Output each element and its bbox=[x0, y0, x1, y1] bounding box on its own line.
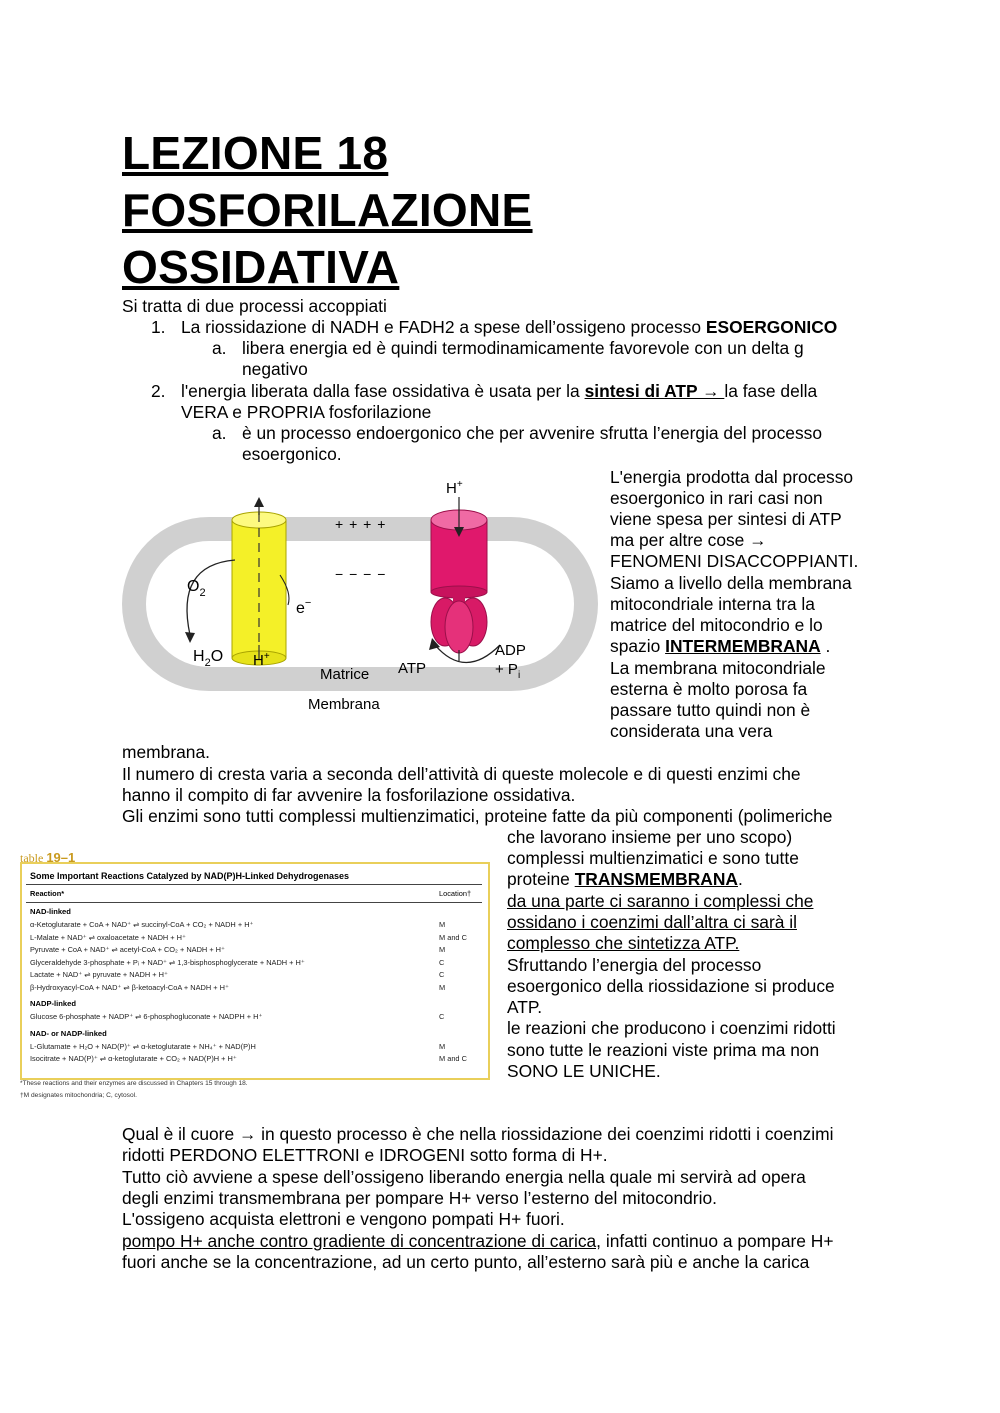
table-row-location: M bbox=[439, 983, 446, 992]
positive-charges: + + + + bbox=[335, 516, 387, 532]
para-2-line-7: fuori anche se la concentrazione, ad un certo punto, all’esterno sarà più e anche la carica bbox=[122, 1252, 810, 1272]
para-1-line-4: Gli enzimi sono tutti complessi multienzimatici, proteine fatte da più componenti (polimeriche bbox=[122, 806, 833, 826]
table-row: L-Glutamate + H₂O + NAD(P)⁺ ⇌ α-ketoglutarate + NH₄⁺ + NAD(P)H bbox=[30, 1042, 256, 1051]
adp-label: ADP bbox=[495, 642, 526, 659]
intermembrana-bold: INTERMEMBRANA bbox=[665, 636, 821, 656]
atp-label: ATP bbox=[398, 660, 427, 677]
side-text-1-line-2: esoergonico in rari casi non bbox=[610, 488, 823, 508]
electron-transport-complex bbox=[232, 497, 286, 665]
matrice-label: Matrice bbox=[320, 666, 370, 683]
side-text-1-line-10: La membrana mitocondriale bbox=[610, 658, 826, 678]
side-text-1-line-9: spazio INTERMEMBRANA . bbox=[610, 636, 831, 656]
table-row-location: C bbox=[439, 958, 445, 967]
table-row-location: C bbox=[439, 1012, 445, 1021]
list-item-2a-line-2: esoergonico. bbox=[242, 444, 342, 464]
side-text-2-line-7: Sfruttando l’energia del processo bbox=[507, 955, 762, 975]
list-item-2a-line-1: è un processo endoergonico che per avvenire sfrutta l’energia del processo bbox=[242, 423, 823, 443]
para-2-line-1: Qual è il cuore → in questo processo è che nella riossidazione dei coenzimi ridotti i coenzimi bbox=[122, 1124, 834, 1144]
table-row: β-Hydroxyacyl-CoA + NAD⁺ ⇌ β-ketoacyl-CoA + NADH + H⁺ bbox=[30, 983, 229, 992]
sintesi-atp-bold: sintesi di ATP → bbox=[584, 381, 725, 401]
table-row: Glucose 6-phosphate + NADP⁺ ⇌ 6-phosphogluconate + NADPH + H⁺ bbox=[30, 1012, 263, 1021]
table-header-reaction: Reaction* bbox=[30, 889, 65, 898]
table-row-location: M bbox=[439, 1042, 446, 1051]
pi-label: + $P_i$ bbox=[495, 661, 521, 681]
list-item-2a-letter: a. bbox=[212, 423, 227, 443]
hplus-label-top: H+ bbox=[446, 479, 463, 497]
side-text-2-line-8: esoergonico della riossidazione si produce bbox=[507, 976, 835, 996]
side-text-2-line-2: complessi multienzimatici e sono tutte bbox=[507, 848, 799, 868]
table-row-location: M bbox=[439, 920, 446, 929]
para-1-line-3: hanno il compito di far avvenire la fosforilazione ossidativa. bbox=[122, 785, 576, 805]
esoergonico-bold: ESOERGONICO bbox=[705, 317, 838, 337]
h2o-label: $H_2O$ bbox=[193, 648, 224, 669]
table-label: table 19–1 bbox=[20, 850, 76, 865]
side-text-1-line-4: ma per altre cose → bbox=[610, 530, 767, 550]
hplus-label-left: H+ bbox=[253, 651, 270, 669]
electron-label: e− bbox=[296, 597, 312, 617]
table-row-location: M bbox=[439, 945, 446, 954]
reactions-table-figure bbox=[20, 850, 495, 1100]
intro-text: Si tratta di due processi accoppiati bbox=[122, 296, 387, 316]
table-footnote-2: †M designates mitochondria; C, cytosol. bbox=[20, 1092, 137, 1099]
title-line-1: LEZIONE 18 bbox=[122, 127, 389, 179]
table-section-nad-or-nadp: NAD- or NADP-linked bbox=[30, 1029, 107, 1038]
side-text-1-line-7: mitocondriale interna tra la bbox=[610, 594, 815, 614]
o2-label: $O_2$ bbox=[187, 578, 206, 599]
side-text-1-line-11: esterna è molto porosa fa bbox=[610, 679, 808, 699]
table-row-location: M and C bbox=[439, 1054, 467, 1063]
table-row: Pyruvate + CoA + NAD⁺ ⇌ acetyl-CoA + CO₂ + NADH + H⁺ bbox=[30, 945, 225, 954]
table-row: Lactate + NAD⁺ ⇌ pyruvate + NADH + H⁺ bbox=[30, 970, 168, 979]
side-text-2-line-5: ossidano i coenzimi dall’altra ci sarà il bbox=[507, 912, 797, 932]
transmembrana-bold: TRANSMEMBRANA bbox=[574, 869, 738, 889]
side-text-2-line-11: sono tutte le reazioni viste prima ma non bbox=[507, 1040, 820, 1060]
para-2-line-2: ridotti PERDONO ELETTRONI e IDROGENI sotto forma di H+. bbox=[122, 1145, 608, 1165]
list-item-2-number: 2. bbox=[151, 381, 166, 401]
side-text-2-line-9: ATP. bbox=[507, 997, 543, 1017]
table-row-location: M and C bbox=[439, 933, 467, 942]
negative-charges: − − − − bbox=[335, 566, 387, 582]
side-text-1-line-1: L'energia prodotta dal processo bbox=[610, 467, 854, 487]
side-text-1-line-13: considerata una vera bbox=[610, 721, 773, 741]
list-item-1a-line-2: negativo bbox=[242, 359, 308, 379]
list-item-2: l'energia liberata dalla fase ossidativa è usata per la sintesi di ATP → la fase della bbox=[181, 381, 818, 401]
side-text-1-line-5: FENOMENI DISACCOPPIANTI. bbox=[610, 551, 859, 571]
side-text-2-line-1: che lavorano insieme per uno scopo) bbox=[507, 827, 793, 847]
list-item-1a-line-1: libera energia ed è quindi termodinamicamente favorevole con un delta g bbox=[242, 338, 804, 358]
gradient-underlined: pompo H+ anche contro gradiente di concentrazione di carica, bbox=[122, 1231, 602, 1251]
list-item-2-line-2: VERA e PROPRIA fosforilazione bbox=[181, 402, 432, 422]
list-item-1a-letter: a. bbox=[212, 338, 227, 358]
title-line-3: OSSIDATIVA bbox=[122, 241, 400, 293]
side-text-1-line-6: Siamo a livello della membrana bbox=[610, 573, 852, 593]
title-line-2: FOSFORILAZIONE bbox=[122, 184, 533, 236]
page-title bbox=[122, 125, 533, 296]
side-text-2-line-3: proteine TRANSMEMBRANA. bbox=[507, 869, 743, 889]
side-text-1-line-8: matrice del mitocondrio e lo bbox=[610, 615, 823, 635]
table-row-location: C bbox=[439, 970, 445, 979]
para-2-line-5: L'ossigeno acquista elettroni e vengono pompati H+ fuori. bbox=[122, 1209, 565, 1229]
side-text-2-line-12: SONO LE UNICHE. bbox=[507, 1061, 661, 1081]
membrane-diagram bbox=[120, 475, 600, 720]
table-header-location: Location† bbox=[439, 889, 472, 898]
table-row: Glyceraldehyde 3-phosphate + Pᵢ + NAD⁺ ⇌ 1,3-bisphosphoglycerate + NADH + H⁺ bbox=[30, 958, 305, 967]
table-section-nad: NAD-linked bbox=[30, 907, 71, 916]
side-text-1-line-3: viene spesa per sintesi di ATP bbox=[610, 509, 842, 529]
side-text-1-line-12: passare tutto quindi non è bbox=[610, 700, 811, 720]
side-text-2-line-4: da una parte ci saranno i complessi che bbox=[507, 891, 814, 911]
para-2-line-3: Tutto ciò avviene a spese dell’ossigeno liberando energia nella quale mi servirà ad opera bbox=[122, 1167, 806, 1187]
list-item-1-number: 1. bbox=[151, 317, 166, 337]
atp-synthase bbox=[431, 497, 487, 653]
side-text-2-line-6: complesso che sintetizza ATP. bbox=[507, 933, 740, 953]
side-text-2-line-10: le reazioni che producono i coenzimi ridotti bbox=[507, 1018, 836, 1038]
para-1-line-2: Il numero di cresta varia a seconda dell’attività di queste molecole e di questi enzimi che bbox=[122, 764, 801, 784]
membrana-label: Membrana bbox=[308, 696, 380, 713]
para-1-line-1: membrana. bbox=[122, 742, 210, 762]
table-title: Some Important Reactions Catalyzed by NAD(P)H-Linked Dehydrogenases bbox=[30, 871, 350, 881]
table-section-nadp: NADP-linked bbox=[30, 999, 76, 1008]
para-2-line-4: degli enzimi transmembrana per pompare H+ verso l’esterno del mitocondrio. bbox=[122, 1188, 717, 1208]
table-row: Isocitrate + NAD(P)⁺ ⇌ α-ketoglutarate + CO₂ + NAD(P)H + H⁺ bbox=[30, 1054, 237, 1063]
table-footnote-1: *These reactions and their enzymes are discussed in Chapters 15 through 18. bbox=[20, 1080, 248, 1087]
list-item-1: La riossidazione di NADH e FADH2 a spese dell’ossigeno processo ESOERGONICO bbox=[181, 317, 838, 337]
table-row: L-Malate + NAD⁺ ⇌ oxaloacetate + NADH + H⁺ bbox=[30, 933, 186, 942]
para-2-line-6: pompo H+ anche contro gradiente di concentrazione di carica, infatti continuo a pompare H+ bbox=[122, 1231, 834, 1251]
table-row: α-Ketoglutarate + CoA + NAD⁺ ⇌ succinyl-CoA + CO₂ + NADH + H⁺ bbox=[30, 920, 254, 929]
